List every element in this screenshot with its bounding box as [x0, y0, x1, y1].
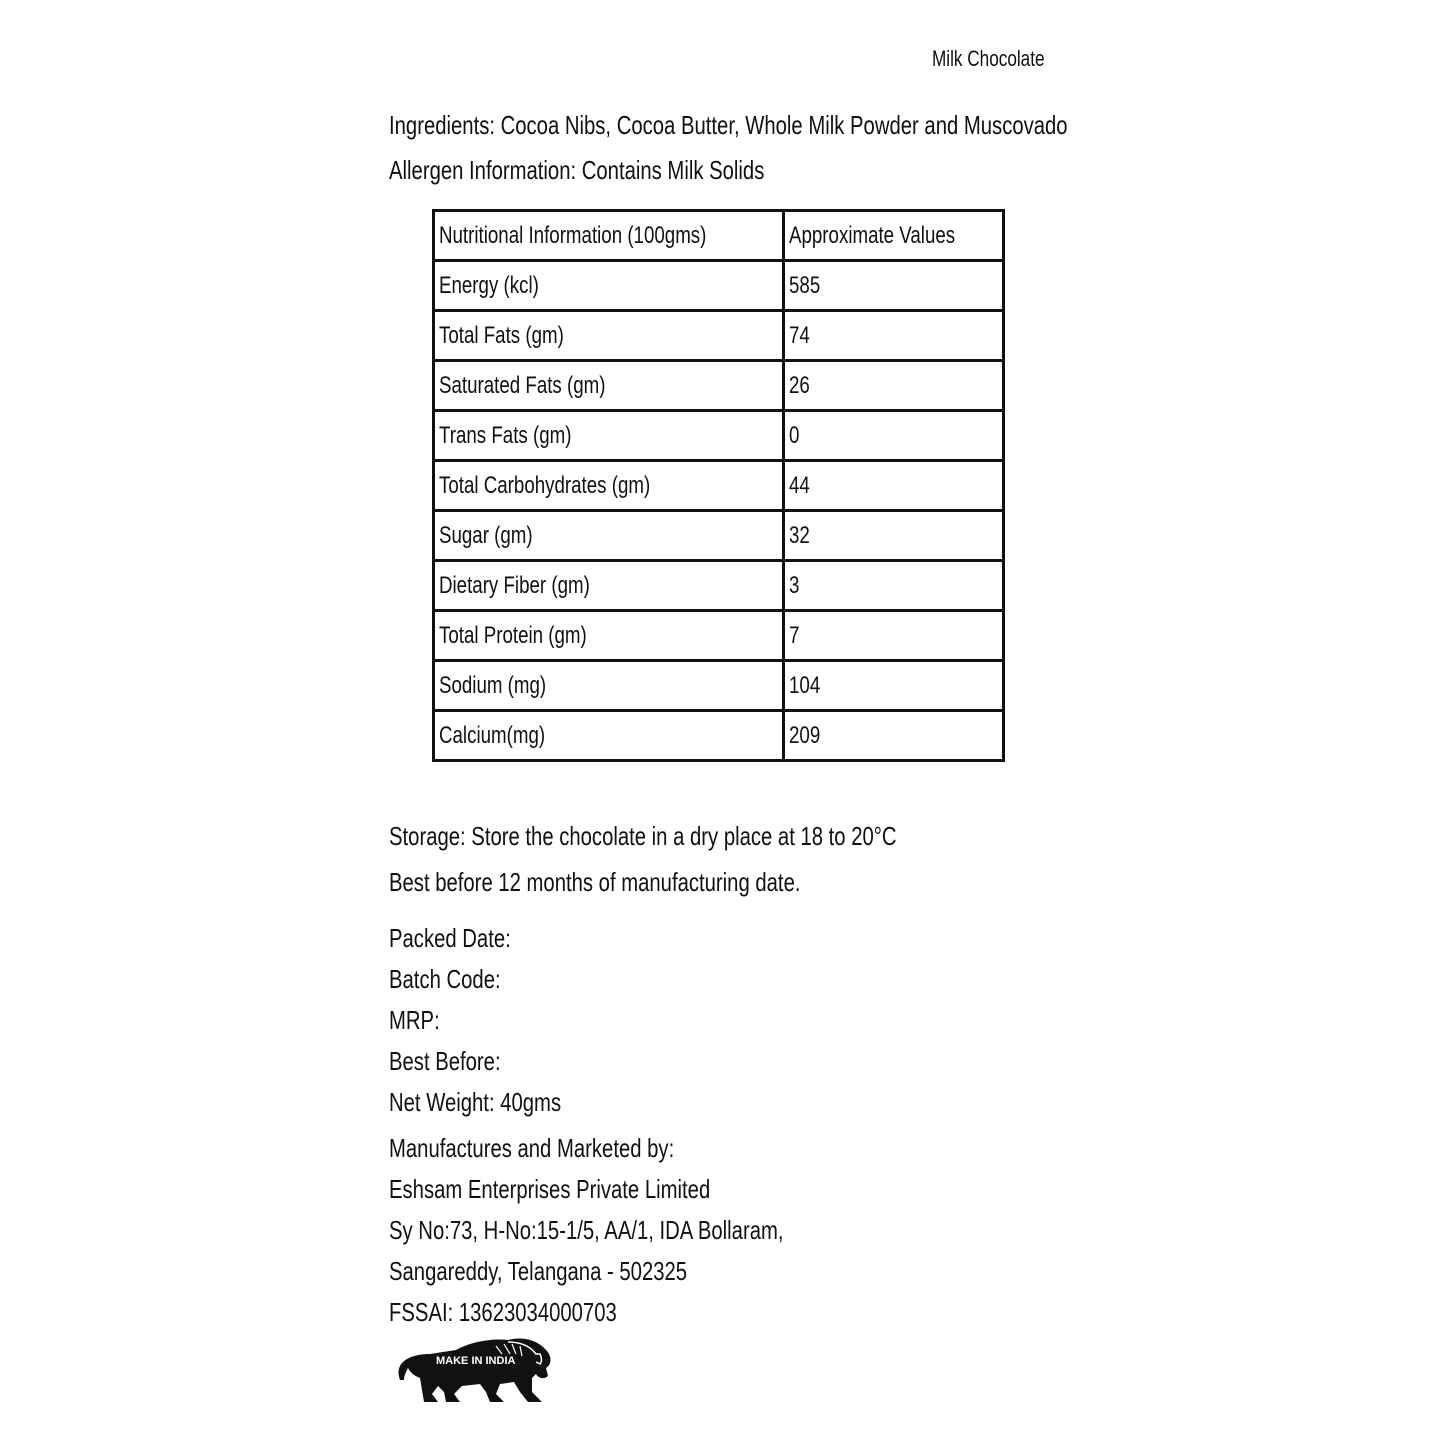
nutrient-value-cell: 26 — [783, 361, 1003, 411]
batch-code-label: Batch Code: — [389, 964, 501, 994]
ingredients-text: Ingredients: Cocoa Nibs, Cocoa Butter, Whole Milk Powder and Muscovado — [389, 110, 1068, 140]
nutrient-value-cell: 7 — [783, 611, 1003, 661]
make-in-india-lion-icon — [396, 1332, 554, 1406]
storage-text: Storage: Store the chocolate in a dry place at 18 to 20°C — [389, 821, 897, 851]
table-row — [434, 661, 1004, 711]
nutrient-value-cell: 3 — [783, 561, 1003, 611]
nutrient-value-cell: 74 — [783, 311, 1003, 361]
nutrient-name-cell: Total Protein (gm) — [434, 611, 784, 661]
nutrient-name-cell: Energy (kcl) — [434, 261, 784, 311]
manufacturer-address-line2: Sangareddy, Telangana - 502325 — [389, 1256, 688, 1286]
table-row — [434, 711, 1004, 761]
nutrient-name-cell: Saturated Fats (gm) — [434, 361, 784, 411]
nutrient-name-cell: Sodium (mg) — [434, 661, 784, 711]
nutrient-name-cell: Dietary Fiber (gm) — [434, 561, 784, 611]
nutrient-value-cell: 44 — [783, 461, 1003, 511]
nutrient-value-cell: 32 — [783, 511, 1003, 561]
table-header-cell: Nutritional Information (100gms) — [434, 211, 784, 261]
nutrient-value-cell: 585 — [783, 261, 1003, 311]
fssai-number: FSSAI: 13623034000703 — [389, 1297, 617, 1327]
table-row — [434, 261, 1004, 311]
nutrient-value-cell: 209 — [783, 711, 1003, 761]
best-before-note: Best before 12 months of manufacturing date. — [389, 867, 801, 897]
manufacturer-company: Eshsam Enterprises Private Limited — [389, 1174, 711, 1204]
nutrient-value-cell: 0 — [783, 411, 1003, 461]
table-row — [434, 311, 1004, 361]
product-title: Milk Chocolate — [932, 46, 1045, 71]
table-row — [434, 511, 1004, 561]
best-before-label: Best Before: — [389, 1046, 501, 1076]
nutrient-value-cell: 104 — [783, 661, 1003, 711]
nutrition-table — [432, 209, 1005, 762]
net-weight-text: Net Weight: 40gms — [389, 1087, 562, 1117]
manufacturer-heading: Manufactures and Marketed by: — [389, 1133, 675, 1163]
nutrient-name-cell: Calcium(mg) — [434, 711, 784, 761]
mrp-label: MRP: — [389, 1005, 440, 1035]
nutrient-name-cell: Sugar (gm) — [434, 511, 784, 561]
table-row — [434, 361, 1004, 411]
nutrient-name-cell: Trans Fats (gm) — [434, 411, 784, 461]
nutrient-name-cell: Total Fats (gm) — [434, 311, 784, 361]
table-row — [434, 411, 1004, 461]
table-row — [434, 611, 1004, 661]
packed-date-label: Packed Date: — [389, 923, 511, 953]
table-row — [434, 461, 1004, 511]
nutrient-name-cell: Total Carbohydrates (gm) — [434, 461, 784, 511]
manufacturer-address-line1: Sy No:73, H-No:15-1/5, AA/1, IDA Bollaram, — [389, 1215, 784, 1245]
table-header-row — [434, 211, 1004, 261]
table-row — [434, 561, 1004, 611]
table-header-cell: Approximate Values — [783, 211, 1003, 261]
allergen-text: Allergen Information: Contains Milk Solids — [389, 155, 765, 185]
logo-text: MAKE IN INDIA — [436, 1355, 516, 1367]
